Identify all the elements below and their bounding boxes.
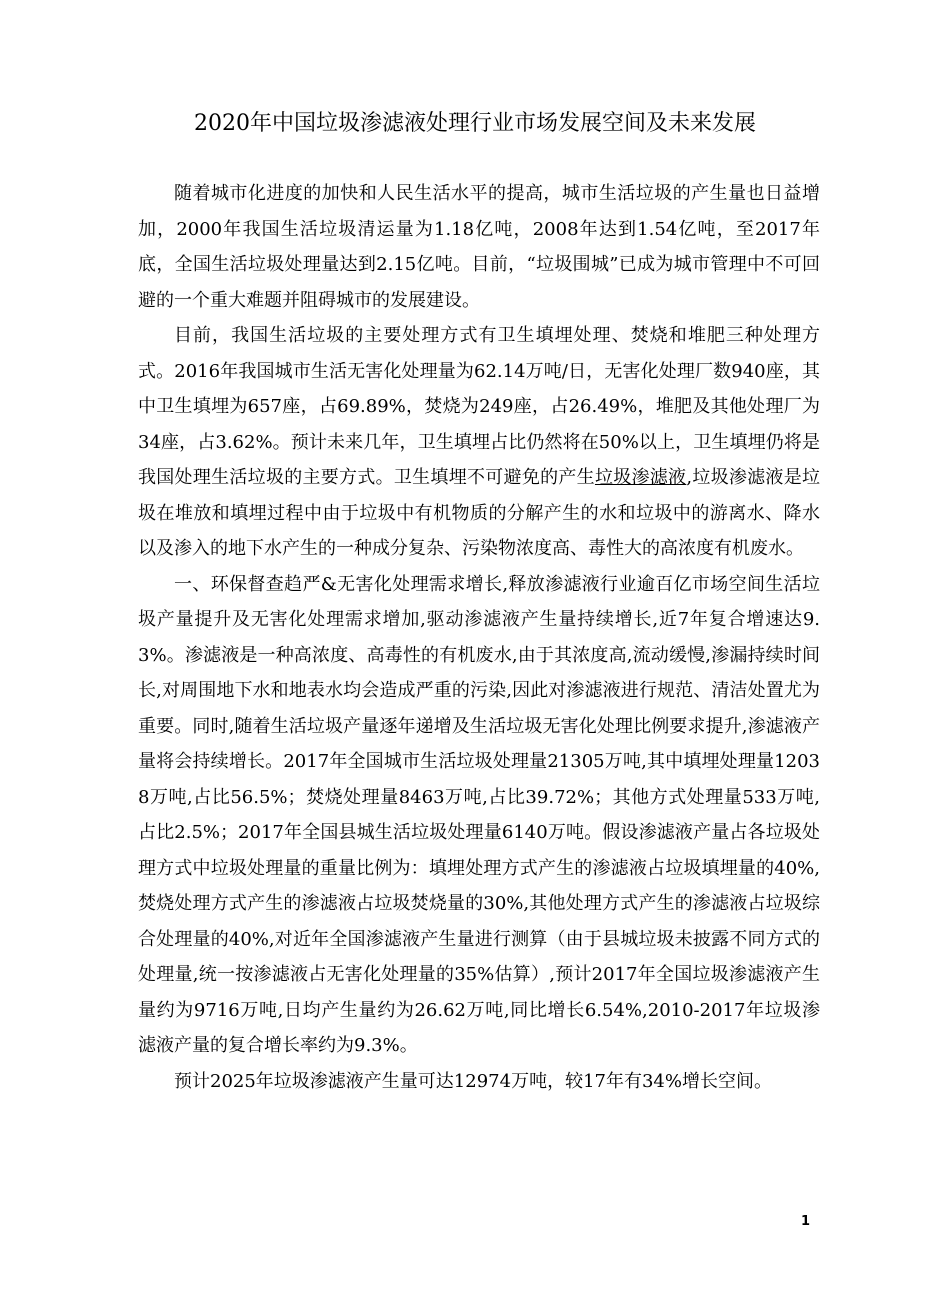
paragraph-2 [138, 318, 820, 567]
paragraph-4: 预计2025年垃圾渗滤液产生量可达12974万吨，较17年有34%增长空间。 [174, 1070, 772, 1092]
page-number: 1 [800, 1214, 810, 1229]
page-title: 2020年中国垃圾渗滤液处理行业市场发展空间及未来发展 [194, 111, 756, 136]
paragraph-2-text-before-link: 目前，我国生活垃圾的主要处理方式有卫生填埋处理、焚烧和堆肥三种处理方式。2016年我国城市生活无害化处理量为62.14万吨/日，无害化处理厂数940座，其中卫生填埋为657座，占69.89%，焚烧为249座，占26.49%，堆肥及其他处理厂为34座，占3.62%。预计未来几年，卫生填埋占比仍然将在50%以上，卫生填埋仍将是我国处理生活垃圾的主要方式。卫生填埋不可避免的产生 [138, 325, 820, 488]
document-body [138, 176, 820, 1099]
paragraph-1: 随着城市化进度的加快和人民生活水平的提高，城市生活垃圾的产生量也日益增加，2000年我国生活垃圾清运量为1.18亿吨，2008年达到1.54亿吨，至2017年底，全国生活垃圾处理量达到2.15亿吨。目前，“垃圾围城”已成为城市管理中不可回避的一个重大难题并阻碍城市的发展建设。 [138, 183, 820, 311]
paragraph-2-text-after-link: ,垃圾渗滤液是垃圾在堆放和填埋过程中由于垃圾中有机物质的分解产生的水和垃圾中的游离水、降水以及渗入的地下水产生的一种成分复杂、污染物浓度高、毒性大的高浓度有机废水。 [138, 467, 820, 559]
paragraph-3: 一、环保督查趋严&无害化处理需求增长,释放渗滤液行业逾百亿市场空间生活垃圾产量提升及无害化处理需求增加,驱动渗滤液产生量持续增长,近7年复合增速达9.3%。渗滤液是一种高浓度、高毒性的有机废水,由于其浓度高,流动缓慢,渗漏持续时间长,对周围地下水和地表水均会造成严重的污染,因此对渗滤液进行规范、清洁处置尤为重要。同时,随着生活垃圾产量逐年递增及生活垃圾无害化处理比例要求提升,渗滤液产量将会持续增长。2017年全国城市生活垃圾处理量21305万吨,其中填埋处理量12038万吨,占比56.5%；焚烧处理量8463万吨,占比39.72%；其他方式处理量533万吨,占比2.5%；2017年全国县城生活垃圾处理量6140万吨。假设渗滤液产量占各垃圾处理方式中垃圾处理量的重量比例为：填埋处理方式产生的渗滤液占垃圾填埋量的40%,焚烧处理方式产生的渗滤液占垃圾焚烧量的30%,其他处理方式产生的渗滤液占垃圾综合处理量的40%,对近年全国渗滤液产生量进行测算（由于县城垃圾未披露不同方式的处理量,统一按渗滤液占无害化处理量的35%估算）,预计2017年全国垃圾渗滤液产生量约为9716万吨,日均产生量约为26.62万吨,同比增长6.54%,2010-2017年垃圾渗滤液产量的复合增长率约为9.3%。 [138, 573, 820, 1056]
leachate-link[interactable]: 垃圾渗滤液 [594, 467, 687, 488]
